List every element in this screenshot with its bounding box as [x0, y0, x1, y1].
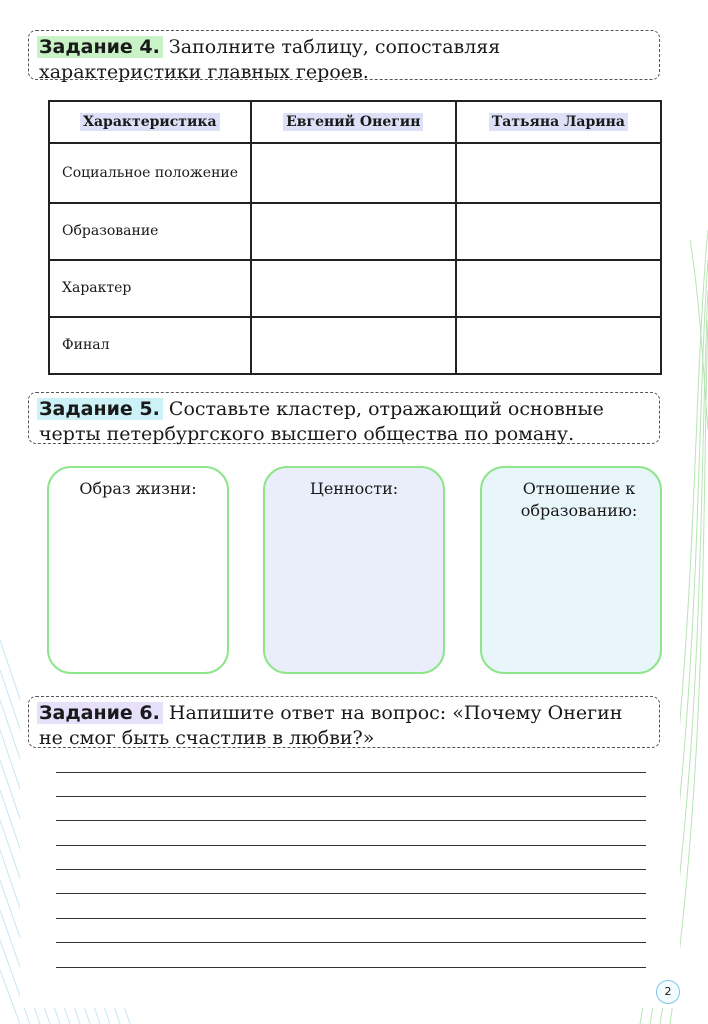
- cluster-lifestyle-label: Образ жизни:: [79, 479, 197, 498]
- table-row: [49, 203, 661, 260]
- answer-line[interactable]: [56, 820, 646, 821]
- task-5-label: Задание 5.: [37, 398, 163, 420]
- task-5-prompt: [28, 392, 660, 444]
- page-number: 2: [656, 980, 680, 1004]
- answer-line[interactable]: [56, 893, 646, 894]
- cell-larina-education[interactable]: [456, 203, 661, 260]
- cluster-education-attitude[interactable]: [480, 466, 662, 674]
- answer-line[interactable]: [56, 942, 646, 943]
- table-header-row: [49, 101, 661, 143]
- cluster-education-attitude-label: Отношение к образованию:: [520, 479, 638, 520]
- answer-line[interactable]: [56, 918, 646, 919]
- comparison-table: [48, 100, 662, 375]
- answer-line[interactable]: [56, 967, 646, 968]
- cluster-values[interactable]: [263, 466, 445, 674]
- task-4-label: Задание 4.: [37, 36, 163, 58]
- task-4-prompt: [28, 30, 660, 83]
- header-onegin: Евгений Онегин: [251, 101, 456, 143]
- answer-line[interactable]: [56, 869, 646, 870]
- task-4-text: Заполните таблицу, сопоставляя характеристики главных героев.: [39, 36, 501, 83]
- header-larina: Татьяна Ларина: [456, 101, 661, 143]
- cluster-values-label: Ценности:: [309, 479, 399, 498]
- task-6-label: Задание 6.: [37, 702, 163, 724]
- task-5-text: Составьте кластер, отражающий основные черты петербургского высшего общества по роману.: [39, 398, 604, 445]
- cell-larina-final[interactable]: [456, 317, 661, 374]
- row-label-character: Характер: [49, 260, 251, 317]
- table-row: [49, 143, 661, 203]
- task-6-text: Напишите ответ на вопрос: «Почему Онегин не смог быть счастлив в любви?»: [39, 702, 623, 749]
- cell-onegin-social[interactable]: [251, 143, 456, 203]
- row-label-final: Финал: [49, 317, 251, 374]
- task-6-prompt: [28, 696, 660, 748]
- cell-onegin-education[interactable]: [251, 203, 456, 260]
- table-row: [49, 260, 661, 317]
- answer-line[interactable]: [56, 772, 646, 773]
- cell-larina-character[interactable]: [456, 260, 661, 317]
- answer-line[interactable]: [56, 796, 646, 797]
- cell-onegin-character[interactable]: [251, 260, 456, 317]
- cluster-lifestyle[interactable]: [47, 466, 229, 674]
- cell-onegin-final[interactable]: [251, 317, 456, 374]
- table-row: [49, 317, 661, 374]
- row-label-social: Социальное положение: [49, 143, 251, 203]
- row-label-education: Образование: [49, 203, 251, 260]
- cell-larina-social[interactable]: [456, 143, 661, 203]
- answer-line[interactable]: [56, 845, 646, 846]
- header-characteristic: Характеристика: [49, 101, 251, 143]
